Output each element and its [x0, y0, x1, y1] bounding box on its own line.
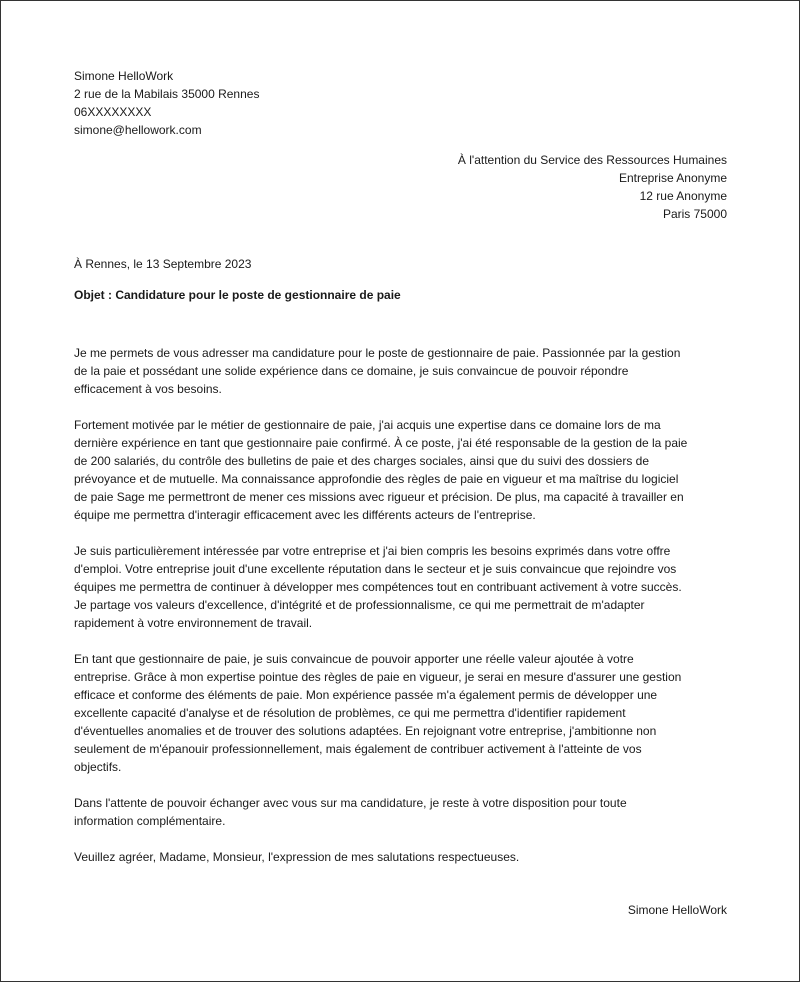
body-line: efficacement à vos besoins.: [74, 382, 222, 396]
sender-block: [74, 67, 474, 139]
paragraph-closing: [74, 848, 737, 866]
body-line: de paie Sage me permettront de mener ces missions avec rigueur et précision. De plus, ma capacité à travailler en: [74, 490, 684, 504]
body-line: prévoyance et de mutuelle. Ma connaissance approfondie des règles de paie en vigueur et ma maîtrise du logiciel: [74, 472, 679, 486]
sender-address: 2 rue de la Mabilais 35000 Rennes: [74, 87, 260, 101]
body-line: Je partage vos valeurs d'excellence, d'intégrité et de professionnalisme, ce qui me permettrait de m'adapter: [74, 598, 645, 612]
signature: Simone HelloWork: [627, 903, 727, 917]
body-line: d'emploi. Votre entreprise jouit d'une excellente réputation dans le secteur et je suis convaincue que rejoindre vos: [74, 562, 677, 576]
body-line: entreprise. Grâce à mon expertise pointue des règles de paie en vigueur, je serai en mesure d'assurer une gestion: [74, 670, 682, 684]
body-line: d'éventuelles anomalies et de trouver des solutions adaptées. En rejoignant votre entreprise, j'ambitionne non: [74, 724, 657, 738]
body-line: Je me permets de vous adresser ma candidature pour le poste de gestionnaire de paie. Passionnée par la gestion: [74, 346, 681, 360]
paragraph-company-interest: [74, 542, 737, 632]
place-date: À Rennes, le 13 Septembre 2023: [74, 257, 252, 271]
recipient-company: Entreprise Anonyme: [618, 171, 727, 185]
body-line: dernière expérience en tant que gestionnaire paie confirmé. À ce poste, j'ai été responsable de la gestion de la paie: [74, 436, 688, 450]
sender-name: Simone HelloWork: [74, 69, 174, 83]
body-line: information complémentaire.: [74, 814, 226, 828]
body-line: Fortement motivée par le métier de gestionnaire de paie, j'ai acquis une expertise dans ce domaine lors de ma: [74, 418, 661, 432]
paragraph-intro: [74, 344, 737, 398]
body-line: efficace et conforme des éléments de paie. Mon expérience passée m'a également permis de développer une: [74, 688, 658, 702]
paragraph-added-value: [74, 650, 737, 776]
body-line: de la paie et possédant une solide expérience dans ce domaine, je suis convaincue de pouvoir répondre: [74, 364, 629, 378]
recipient-block: [227, 151, 727, 223]
sender-phone: 06XXXXXXXX: [74, 105, 152, 119]
recipient-attention: À l'attention du Service des Ressources Humaines: [457, 153, 727, 167]
body-line: de 200 salariés, du contrôle des bulletins de paie et des charges sociales, ainsi que du suivi des dossiers de: [74, 454, 650, 468]
body-line: Je suis particulièrement intéressée par votre entreprise et j'ai bien compris les besoins exprimés dans votre offre: [74, 544, 671, 558]
body-line: objectifs.: [74, 760, 122, 774]
recipient-city: Paris 75000: [662, 207, 727, 221]
paragraph-motivation: [74, 416, 737, 524]
body-line: rapidement à votre environnement de travail.: [74, 616, 313, 630]
body-line: En tant que gestionnaire de paie, je suis convaincue de pouvoir apporter une réelle valeur ajoutée à votre: [74, 652, 634, 666]
letter-body: [74, 344, 737, 866]
body-line: excellente capacité d'analyse et de résolution de problèmes, ce qui me permettra d'identifier rapidement: [74, 706, 626, 720]
recipient-street: 12 rue Anonyme: [639, 189, 727, 203]
body-line: Dans l'attente de pouvoir échanger avec vous sur ma candidature, je reste à votre disposition pour toute: [74, 796, 627, 810]
paragraph-availability: [74, 794, 737, 830]
body-line: équipe me permettra d'interagir efficacement avec les différents acteurs de l'entreprise.: [74, 508, 536, 522]
body-line: Veuillez agréer, Madame, Monsieur, l'expression de mes salutations respectueuses.: [74, 850, 520, 864]
body-line: équipes me permettra de continuer à développer mes compétences tout en contribuant activement à votre succès.: [74, 580, 682, 594]
sender-email: simone@hellowork.com: [74, 123, 202, 137]
body-line: seulement de m'épanouir professionnellement, mais également de contribuer activement à l'atteinte de vos: [74, 742, 642, 756]
subject-line: Objet : Candidature pour le poste de gestionnaire de paie: [74, 288, 401, 302]
